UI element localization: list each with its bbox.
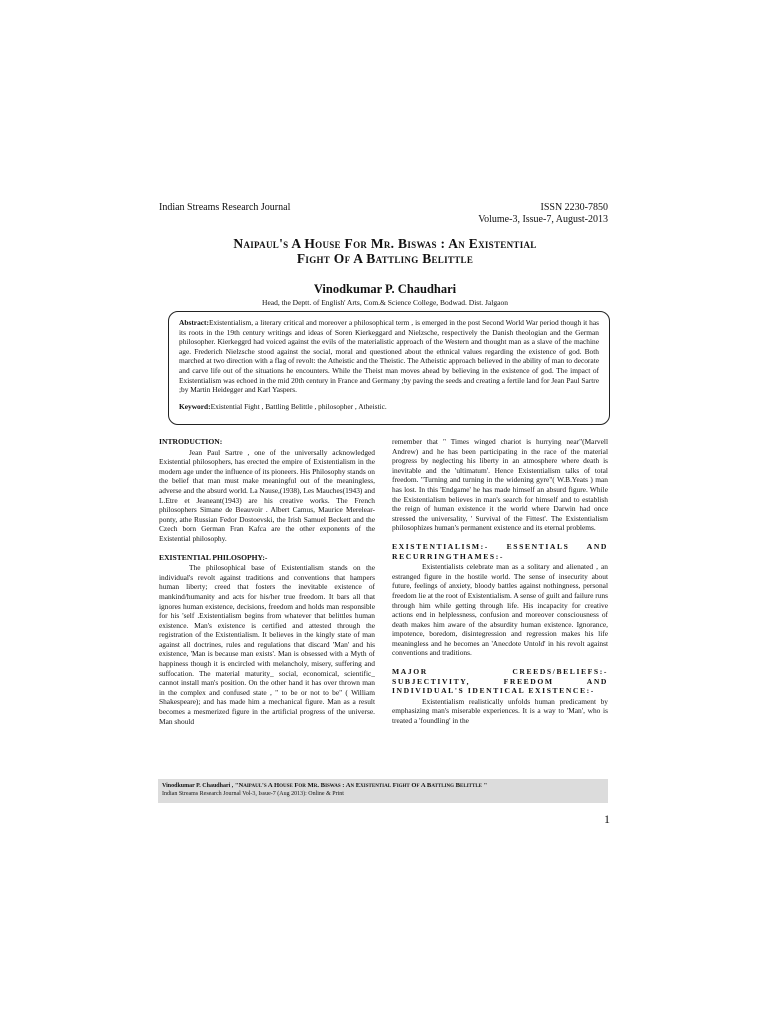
abstract xyxy=(179,318,599,395)
section-heading-essentials: EXISTENTIALISM:- ESSENTIALS AND RECURRINGTHAMES:- xyxy=(392,541,608,561)
left-column xyxy=(159,437,375,735)
issn: ISSN 2230-7850 xyxy=(540,202,608,213)
section-heading-introduction: INTRODUCTION: xyxy=(159,437,223,446)
introduction-paragraph: Jean Paul Sartre , one of the universally acknowledged Existential philosophers, has erected the empire of Existentialism in the modern age under the influence of its pioneers. His Philosophy stands on the belief that man must make meaningful out of the meaningless, adverse and the absurd world. La Nause,(1938), Les Mauches(1943) and L.Etre et Jeaneant(1943) are his creative works. The French philosophers Simane de Beauvoir . Albert Camus, Maurice Merelear-ponty, athe Russian Fedor Dostoevski, the Irish Samuel Beckett and the Czech born German Fran Kafca are the other exponents of the Existential philosophy. xyxy=(159,447,375,543)
citation-author: Vinodkumar P. Chaudhari , xyxy=(162,783,234,789)
citation-source: Indian Streams Research Journal Vol-3, Issue-7 (Aug 2013): Online & Print xyxy=(162,791,344,797)
author-name: Vinodkumar P. Chaudhari xyxy=(313,282,457,296)
keyword-label: Keyword: xyxy=(179,401,211,411)
citation-line xyxy=(162,782,604,790)
abstract-box xyxy=(168,311,610,425)
abstract-label: Abstract: xyxy=(179,318,209,327)
existential-philosophy-paragraph: The philosophical base of Existentialism stands on the individual's revolt against traditions and conventions that hampers human liberty; creed that fosters the inevitable existence of mankind/humanity and acts for his/her true freedom. It bars all that ignores human existence, decisions, freedom and holds man responsible for his 'self .Existentialism begins from whatever that belittles human existence. Man's existence is certified and attested through the registration of the Existentialism. It believes in the kingly state of man against all doctrines, rules and regulations that discard 'Man' and his existence, 'Man is because man exists'. Man is obsessed with a Myth of happiness though it is encircled with melancholy, misery, suffering and suffocation. The material maturity_ social, economical, scientific_ cannot install man's position. On the other hand it has over thrown man in the complex and confused state , " to be or not to be" ( William Shakespeare); and has made him a mechanical figure. Man as a result becomes a mesmerized figure in the artificial progress of the universe. Man should xyxy=(159,563,375,726)
section-heading-major-creeds: MAJOR CREEDS/BELIEFS:- SUBJECTIVITY, FREEDOM AND INDIVIDUAL'S IDENTICAL EXISTENCE:- xyxy=(392,667,608,696)
right-column xyxy=(392,437,608,735)
journal-name: Indian Streams Research Journal xyxy=(159,202,291,213)
page-number: 1 xyxy=(604,812,610,826)
paper-title-line2: Fight Of A Battling Belittle xyxy=(296,251,474,266)
issue-info xyxy=(478,202,608,226)
paper-title-line1: Naipaul's A House For Mr. Biswas : An Existential xyxy=(233,236,537,251)
citation-footer xyxy=(158,779,608,803)
continued-paragraph: remember that " Times winged chariot is hurrying near"(Marvell Andrew) and he has been participating in the race of the material progress by neglecting his liberty in an atmosphere where death is inevitable and the 'ultimatum'. Hence Existentialism talks of total freedom. "Turning and turning in the widening gyre"( W.B.Yeats ) man has lost. In this 'Endgame' he has made himself an absurd figure. While the Existentialism believes in man's search for himself and to establish the reign of human existence it the world where Darwin had once stressed the universality, ' Survival of the Fittest'. The Existentialism philosophizes human's permanent existence and its eternal problems. xyxy=(392,437,608,533)
keywords xyxy=(179,402,599,412)
section-heading-existential-philosophy: EXISTENTIAL PHILOSOPHY:- xyxy=(159,552,268,562)
keyword-text: Existential Fight , Battling Belittle , philosopher , Atheistic. xyxy=(210,401,387,411)
author-affiliation: Head, the Deptt. of English' Arts, Com.& Science College, Bodwad. Dist. Jalgaon xyxy=(262,298,508,307)
essentials-paragraph: Existentialists celebrate man as a solitary and alienated , an estranged figure in the hostile world. The sense of insecurity about future, feelings of anxiety, bloody battles against nothingness, personal freedom lie at the root of Existentialism. A sense of guilt and failure runs through him while getting through life. His incapacity for creative actions end in helplessness, confusion and moreover consciousness of death makes him aware of the absurdity human existence. Ignorance, impotence, boredom, disintegression and regression makes his life meaningless and he becomes an 'Anecdote Untold' in his revolt against conventions and traditions. xyxy=(392,562,608,658)
citation-title: "Naipaul's A House For Mr. Biswas : An Existential Fight Of A Battling Belittle " xyxy=(234,782,488,789)
abstract-text: Existentialism, a literary critical and moreover a philosophical term , is emerged in the post Second World War period though it has its roots in the 19th century writings and ideas of Soren Kierkeggard and Nielzsche, respectively the Danish theologian and the German philosopher. Kierkeggrd had voiced against the evils of the materialistic approach of the Western and thought man as a slave of the machine age. Frederich Nielzsche stood against the social, moral and questioned about the ethnical values regarding the existence of god. Both marched at two direction with a flag of revolt: the Atheistic and the Theistic. The Atheistic approach believed in the ability of man to decorate and carve life out of the situations he encounters. While the Theist man moves ahead by believing in the existence of god. The impact of Existentialism was echoed in the mid 20th century in France and Germany ;by paving the seeds and creating a fertile land for Jean Paul Sartre ;by Martin Heidegger and Karl Yaspers. xyxy=(179,318,599,395)
paper-title xyxy=(150,236,620,266)
volume-issue: Volume-3, Issue-7, August-2013 xyxy=(478,214,608,225)
major-creeds-paragraph: Existentialism realistically unfolds human predicament by emphasizing man's miserable experiences. It is a way to 'Man', who is treated a 'foundling' in the xyxy=(392,696,608,726)
